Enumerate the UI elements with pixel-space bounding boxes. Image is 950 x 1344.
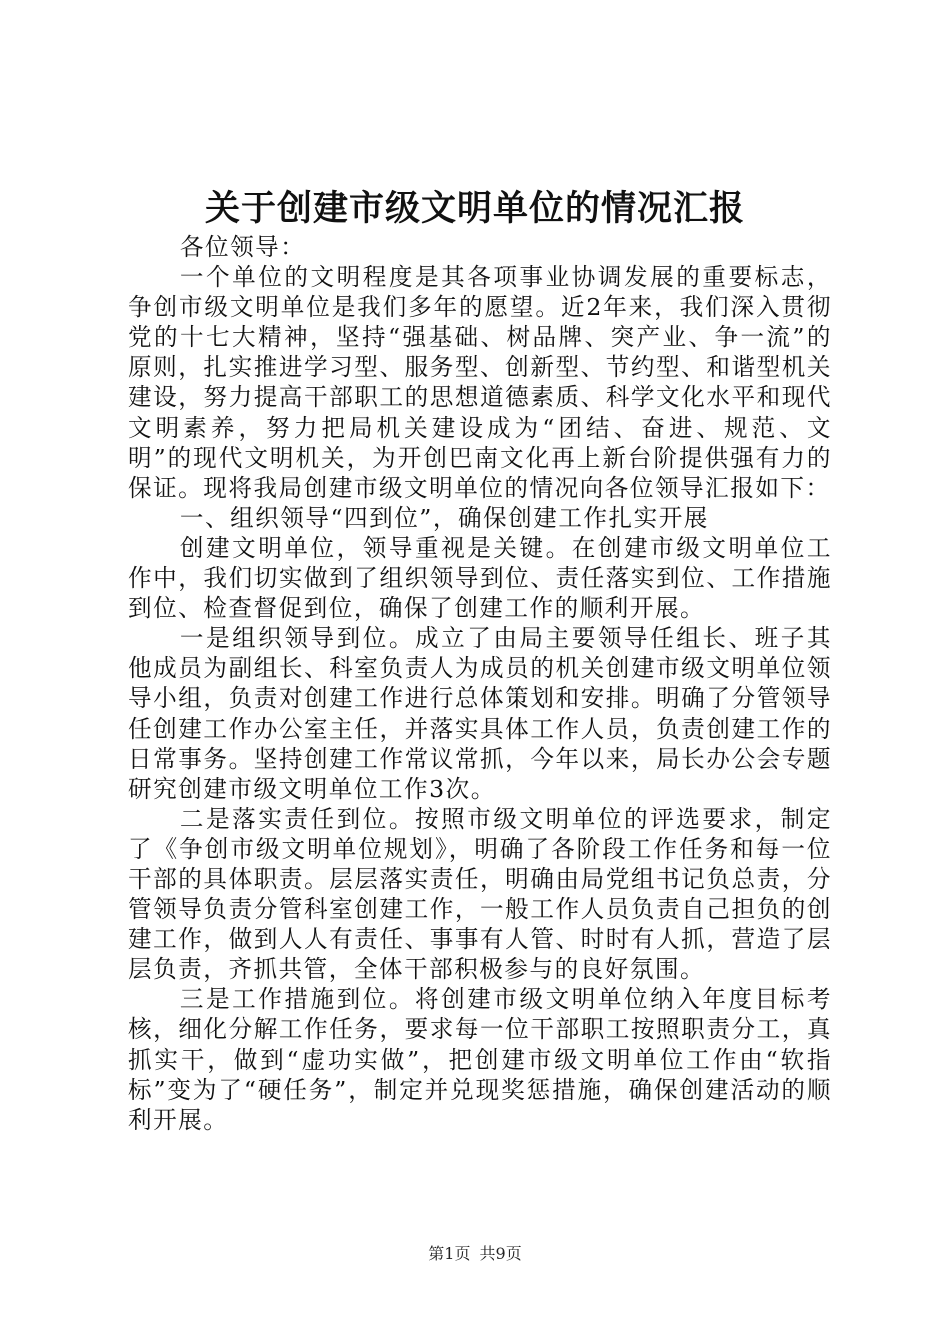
page-footer (0, 1242, 950, 1266)
paragraph-section-1: 创建文明单位，领导重视是关键。在创建市级文明单位工作中，我们切实做到了组织领导到位、责任落实到位、工作措施到位、检查督促到位，确保了创建工作的顺利开展。 (128, 533, 832, 623)
paragraph-point-2: 二是落实责任到位。按照市级文明单位的评选要求，制定了《争创市级文明单位规划》，明确了各阶段工作任务和每一位干部的具体职责。层层落实责任，明确由局党组书记负总责，分管领导负责分管科室创建工作，一般工作人员负责自己担负的创建工作，做到人人有责任、事事有人管、时时有人抓，营造了层层负责，齐抓共管，全体干部积极参与的良好氛围。 (128, 804, 832, 984)
page-number: 第1页 (428, 1244, 471, 1263)
salutation: 各位领导： (179, 233, 306, 261)
section-heading-1: 一、组织领导“四到位”，确保创建工作扎实开展 (179, 503, 709, 532)
page-total: 共9页 (479, 1244, 522, 1263)
paragraph-point-3: 三是工作措施到位。将创建市级文明单位纳入年度目标考核，细化分解工作任务，要求每一位干部职工按照职责分工，真抓实干，做到“虚功实做”，把创建市级文明单位工作由“软指标”变为了“硬任务”，制定并兑现奖惩措施，确保创建活动的顺利开展。 (128, 985, 832, 1134)
document-title: 关于创建市级文明单位的情况汇报 (204, 188, 745, 229)
paragraph-intro: 一个单位的文明程度是其各项事业协调发展的重要标志，争创市级文明单位是我们多年的愿望。近2年来，我们深入贯彻党的十七大精神，坚持“强基础、树品牌、突产业、争一流”的原则，扎实推进学习型、服务型、创新型、节约型、和谐型机关建设，努力提高干部职工的思想道德素质、科学文化水平和现代文明素养，努力把局机关建设成为“团结、奋进、规范、文明”的现代文明机关，为开创巴南文化再上新台阶提供强有力的保证。现将我局创建市级文明单位的情况向各位领导汇报如下： (128, 263, 832, 502)
paragraph-point-1: 一是组织领导到位。成立了由局主要领导任组长、班子其他成员为副组长、科室负责人为成员的机关创建市级文明单位领导小组，负责对创建工作进行总体策划和安排。明确了分管领导任创建工作办公室主任，并落实具体工作人员，负责创建工作的日常事务。坚持创建工作常议常抓，今年以来，局长办公会专题研究创建市级文明单位工作3次。 (128, 624, 832, 803)
document-body (128, 232, 832, 1135)
